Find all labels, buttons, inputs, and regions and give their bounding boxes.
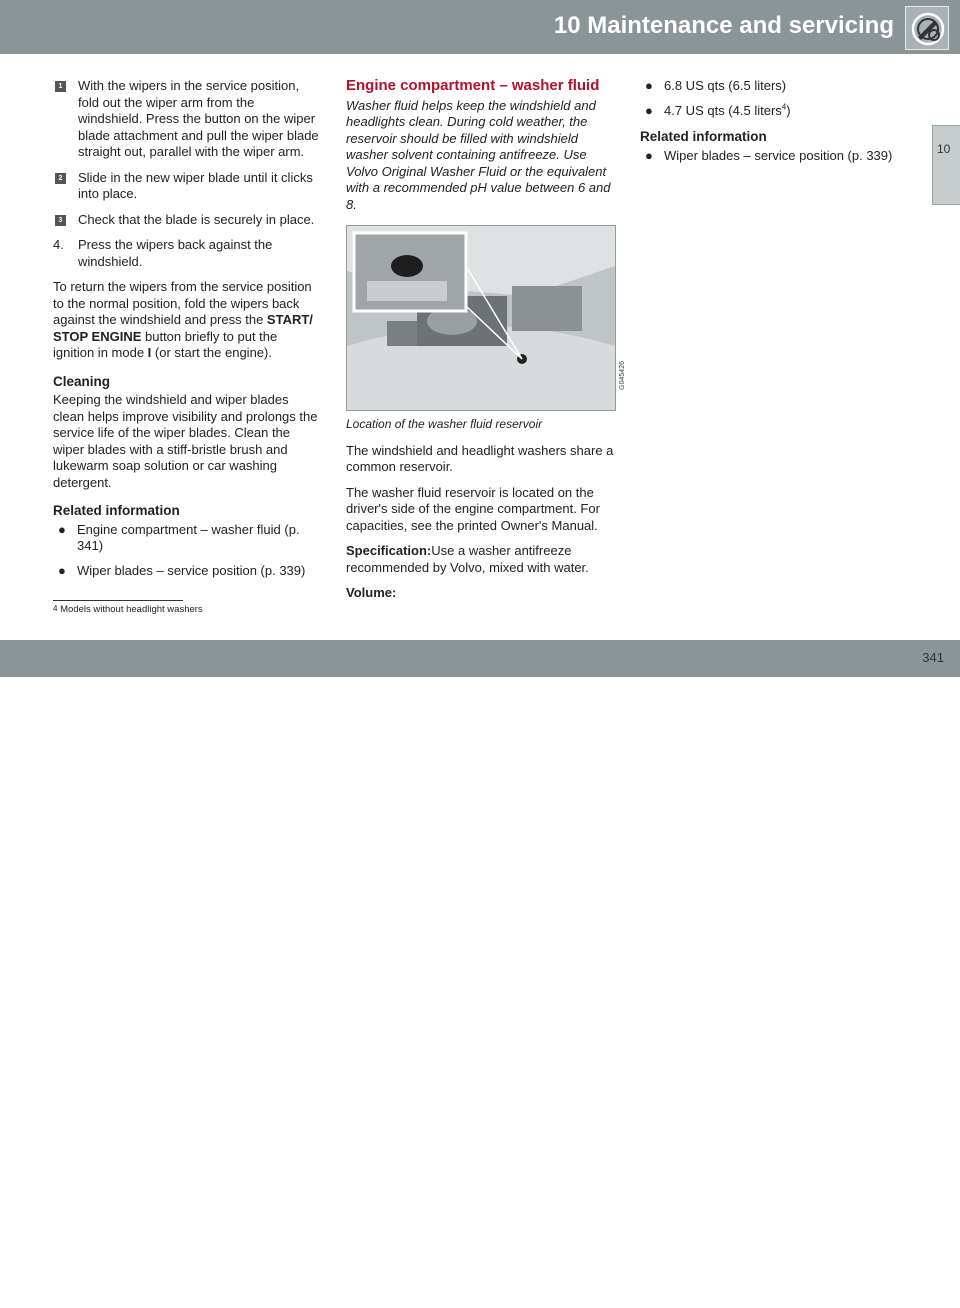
footnote-ref[interactable]: 4 [781,102,787,112]
step-text: Check that the blade is securely in place. [78,211,315,227]
spec-label: Specification: [346,543,432,558]
volume-text: ) [786,102,791,118]
wrench-gear-icon [905,6,949,50]
step-badge: 1 [55,81,66,92]
return-text: button briefly to put the ignition in mode [53,328,278,360]
column-1 [53,78,321,587]
page-footer [0,640,960,1307]
step-number: 4. [53,237,64,252]
related-link[interactable] [53,563,321,580]
specification [346,543,616,576]
chapter-tab[interactable] [932,125,960,205]
volume-label-line [346,585,616,602]
section-intro: Washer fluid helps keep the windshield and headlights clean. During cold weather, the reservoir should be filled with windshield washer solvent containing antifreeze. Use Volvo Original Washer Fluid or the equivalent with a recommended pH value between 6 and 8. [346,97,611,212]
ignition-mode: I [147,345,152,360]
watermark: carmanualsonline.info [520,1282,764,1307]
volume-text: 4.7 US qts (4.5 liters [664,102,782,118]
paragraph: The windshield and headlight washers share a common reservoir. [346,442,614,474]
volume-list [640,78,910,119]
column-2 [346,77,626,611]
image-caption: Location of the washer fluid reservoir [346,417,543,431]
related-link-text: Wiper blades – service position (p. 339) [77,562,306,578]
related-heading: Related information [640,129,767,144]
spec-text: Use a washer antifreeze recommended by Volvo, mixed with water. [346,543,589,575]
related-link[interactable] [640,148,910,165]
step-4 [53,237,321,270]
volume-item [640,103,910,120]
step-badge: 3 [55,215,66,226]
step-text: Slide in the new wiper blade until it clicks into place. [78,169,313,201]
step-badge: 2 [55,173,66,184]
related-link-text: Engine compartment – washer fluid (p. 341) [77,521,300,553]
related-link[interactable] [53,522,321,555]
page-number: 341 [922,650,944,665]
step-2 [53,170,321,203]
page-title: 10 Maintenance and servicing [553,12,894,39]
bullet-icon: ● [645,147,653,163]
section-heading: Engine compartment – washer fluid [346,77,600,94]
footnote-divider [53,600,183,601]
related-list [640,148,910,165]
volume-label: Volume: [346,585,397,600]
step-3 [53,212,321,229]
step-1 [53,78,321,161]
footnote-number: 4 [53,604,58,613]
start-stop-label: START/ STOP ENGINE [53,312,313,344]
related-list [53,522,321,580]
paragraph: The washer fluid reservoir is located on the driver's side of the engine compartment. For capacities, see the printed Owner's Manual. [346,484,600,533]
step-text: With the wipers in the service position, fold out the wiper arm from the windshield. Press the button on the wiper blade attachment and pull the wiper blade straight out, parallel with the wiper arm. [78,78,319,159]
bullet-icon: ● [58,521,66,537]
chapter-tab-label: 10 [937,142,951,156]
image-code: G045426 [619,361,626,390]
footnote [53,604,203,615]
footnote-text: Models without headlight washers [60,604,203,615]
bullet-icon: ● [58,562,66,578]
page-header [0,0,960,54]
cleaning-text: Keeping the windshield and wiper blades clean helps improve visibility and prolongs the service life of the wiper blades. Clean the wiper blades with a stiff-bristle brush and lukewarm soap solution or car washing detergent. [53,392,318,490]
return-text: To return the wipers from the service position to the normal position, fold the wipers back against the windshield and press the [53,279,312,327]
return-text: (or start the engine). [151,345,272,360]
return-instructions [53,279,321,362]
step-text: Press the wipers back against the windshield. [78,237,273,269]
related-heading: Related information [53,503,180,518]
engine-compartment-photo [346,225,626,411]
related-link-text: Wiper blades – service position (p. 339) [664,147,893,163]
cleaning-heading: Cleaning [53,373,111,389]
column-3 [640,78,910,172]
bullet-icon: ● [645,78,653,93]
bullet-icon: ● [645,102,653,118]
volume-text: 6.8 US qts (6.5 liters) [664,78,787,93]
volume-item [640,78,910,95]
